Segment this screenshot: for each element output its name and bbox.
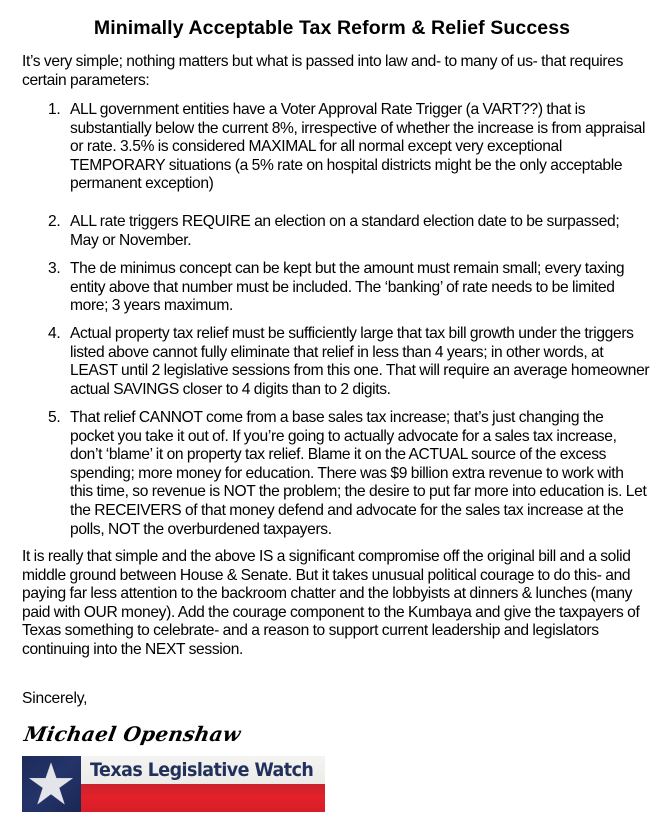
- list-item-text: ALL rate triggers REQUIRE an election on a standard election date to be surpassed; May or November.: [70, 213, 620, 249]
- list-item-number: 1.: [48, 101, 61, 118]
- list-item-number: 2.: [48, 213, 61, 230]
- signature: Michael Openshaw: [22, 722, 243, 746]
- list-item: [0, 409, 664, 559]
- list-item-number: 3.: [48, 260, 61, 277]
- list-item-number: 4.: [48, 325, 61, 342]
- list-item: [0, 260, 664, 325]
- signoff: Sincerely,: [22, 690, 88, 707]
- list-item: [0, 325, 664, 409]
- texas-legislative-watch-logo: [22, 756, 325, 812]
- logo-text: Texas Legislative Watch: [90, 759, 314, 781]
- closing-paragraph: It is really that simple and the above IS a significant compromise off the original bill and a solid middle ground between House & Senate. But it takes unusual political courage to do this- and paying far less attention to the backroom chatter and the lobbyists at dinners & lunches (many paid with OUR money). Add the courage component to the Kumbaya and give the taxpayers of Texas something to celebrate- and a reason to support current leadership and legislators continuing into the NEXT session.: [22, 548, 640, 658]
- requirements-list: [0, 101, 664, 559]
- intro-paragraph: It’s very simple; nothing matters but what is passed into law and- to many of us- that requires certain parameters:: [22, 53, 624, 89]
- list-item-number: 5.: [48, 409, 61, 426]
- list-item-text: That relief CANNOT come from a base sales tax increase; that’s just changing the pocket you take it out of. If you’re going to actually advocate for a sales tax increase, don’t ‘blame’ it on property tax relief. Blame it on the ACTUAL source of the excess spending; more money for education. There was $9 billion extra revenue to work with this time, so revenue is NOT the problem; the desire to put far more into education is. Let the RECEIVERS of that money defend and advocate for the sales tax increase at the polls, NOT the overburdened taxpayers.: [70, 409, 647, 538]
- logo-blue-field: [22, 756, 81, 812]
- document-title: Minimally Acceptable Tax Reform & Relief Success: [93, 17, 571, 39]
- list-item-text: The de minimus concept can be kept but the amount must remain small; every taxing entity above that number must be included. The ‘banking’ of rate needs to be limited more; 3 years maximum.: [70, 260, 625, 315]
- list-item: [0, 213, 664, 260]
- list-item-text: Actual property tax relief must be sufficiently large that tax bill growth under the triggers listed above cannot fully eliminate that relief in less than 4 years; in other words, at LEAST until 2 legislative sessions from this one. That will require an average homeowner actual SAVINGS closer to 4 digits than to 2 digits.: [70, 325, 650, 398]
- list-item: [0, 101, 664, 213]
- texas-flag-star-icon: [27, 760, 75, 808]
- list-item-text: ALL government entities have a Voter Approval Rate Trigger (a VART??) that is substantially below the current 8%, irrespective of whether the increase is from appraisal or rate. 3.5% is considered MAXIMAL for all normal except very exceptional TEMPORARY situations (a 5% rate on hospital districts might be the only acceptable permanent exception): [70, 101, 646, 193]
